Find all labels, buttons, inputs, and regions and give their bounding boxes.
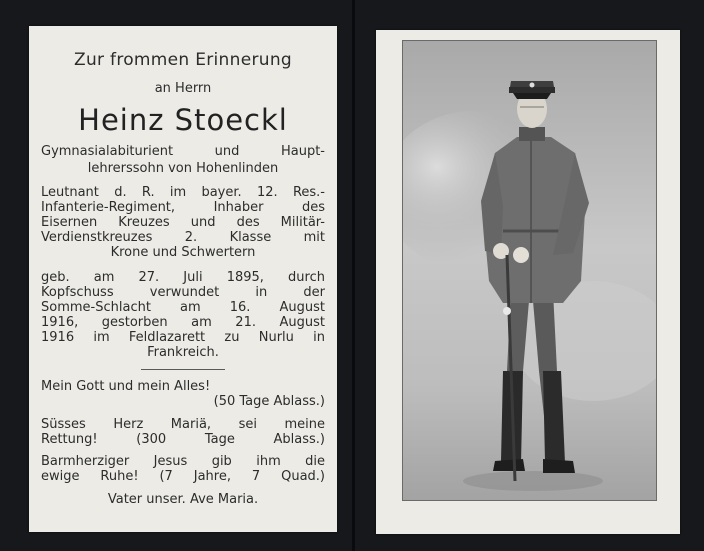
title-line: Gymnasialabiturient und Haupt- xyxy=(41,144,325,159)
bio-line: Kopfschuss verwundet in der xyxy=(41,285,325,300)
prayer-line: Mein Gott und mein Alles! xyxy=(41,379,211,394)
divider-rule xyxy=(141,369,225,370)
bio-line: 1916 im Feldlazarett zu Nurlu in xyxy=(41,330,325,345)
deceased-name: Heinz Stoeckl xyxy=(78,103,288,137)
prayer-line: Süsses Herz Mariä, sei meine xyxy=(41,417,325,432)
soldier-portrait xyxy=(402,40,657,501)
center-fold xyxy=(352,0,355,551)
intro-heading: Zur frommen Erinnerung xyxy=(74,50,292,70)
prayer-line: (50 Tage Ablass.) xyxy=(213,394,325,409)
rank-line: Leutnant d. R. im bayer. 12. Res.- xyxy=(41,185,325,200)
rank-line: Krone und Schwertern xyxy=(110,245,256,260)
rank-line: Infanterie-Regiment, Inhaber des xyxy=(41,200,325,215)
title-line: lehrerssohn von Hohenlinden xyxy=(87,161,279,176)
memorial-text xyxy=(29,26,337,532)
herrn-line: an Herrn xyxy=(154,81,212,96)
rank-line: Eisernen Kreuzes und des Militär- xyxy=(41,215,325,230)
prayer-line: Vater unser. Ave Maria. xyxy=(107,492,259,507)
soldier-portrait-image xyxy=(403,41,656,500)
prayer-line: Rettung! (300 Tage Ablass.) xyxy=(41,432,325,447)
memorial-card-text xyxy=(29,26,337,532)
prayer-line: ewige Ruhe! (7 Jahre, 7 Quad.) xyxy=(41,469,325,484)
bio-line: Frankreich. xyxy=(147,345,219,360)
rank-line: Verdienstkreuzes 2. Klasse mit xyxy=(41,230,325,245)
prayer-line: Barmherziger Jesus gib ihm die xyxy=(41,454,325,469)
bio-line: geb. am 27. Juli 1895, durch xyxy=(41,270,325,285)
bio-line: Somme-Schlacht am 16. August xyxy=(41,300,325,315)
bio-line: 1916, gestorben am 21. August xyxy=(41,315,325,330)
